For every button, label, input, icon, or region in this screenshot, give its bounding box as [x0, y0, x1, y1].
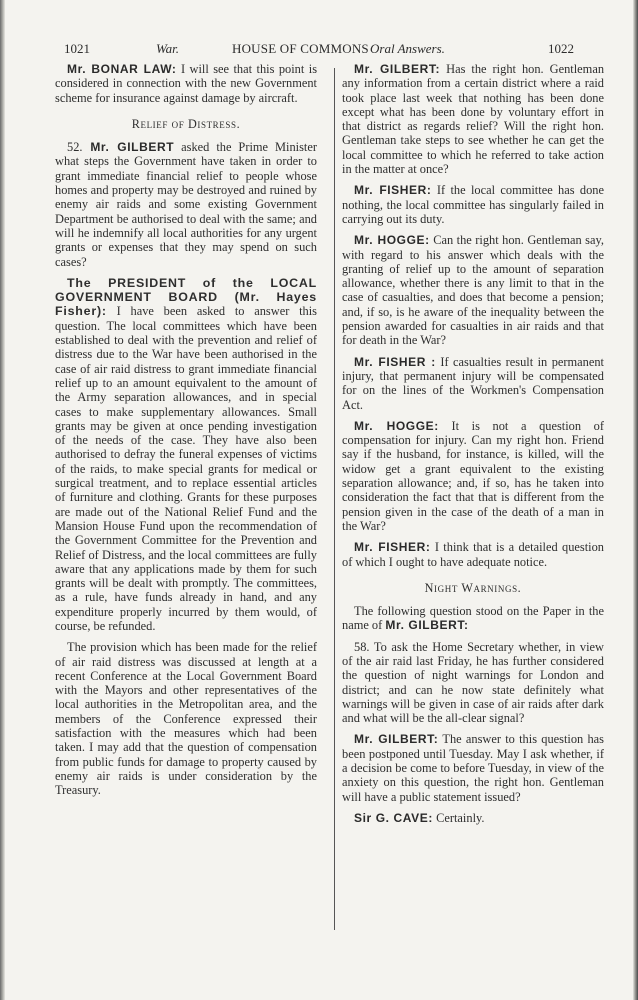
- speech-text: The answer to this question has been postponed until Tuesday. May I ask whether, if a decision be come to before Tuesday, in view of the anxiety on this question, the right hon. Gentleman will have a public statement issued?: [342, 732, 605, 804]
- right-page-number: 1022: [548, 41, 574, 56]
- paragraph-bonar-law: [55, 62, 317, 105]
- speech-text: The provision which has been made for the relief of air raid distress was discussed at length at a recent Conference at the Local Government Board with the Mayors and other representatives of the local authorities in the Metropolitan area, and the members of the Conference expressed their satisfaction with the measures which had been taken. I may add that the question of compensation from public funds for damage to property caused by enemy air raids is under consideration by the Treasury.: [55, 640, 317, 798]
- paragraph-question-stood: [342, 604, 604, 633]
- speaker-name: Mr. FISHER :: [354, 354, 436, 369]
- speech-text: Certainly.: [433, 810, 485, 825]
- paragraph-gilbert-1: [342, 62, 604, 176]
- speech-text: It is not a question of compensation for injury. Can my right hon. Friend say if the husband, for instance, is killed, will the widow get a grant equivalent to the existing separation allowance; and, if so, has he taken into consideration the fact that that is different from the pension given in the case of the death of a man in the War?: [342, 418, 605, 533]
- paragraph-question-52: [55, 140, 317, 269]
- speech-text: If casualties result in permanent injury, that permanent injury will be compensated for on the lines of the Workmen's Compensation Act.: [342, 354, 604, 412]
- speech-text: asked the Prime Minister what steps the Government have taken in order to grant immediate financial relief to people whose homes and property may be destroyed and ruined by enemy air raids and some existing Government Department be authorised to deal with the same; and will he indemnify all local authorities for any urgent grants or expenses that they may spend on such cases?: [55, 140, 317, 269]
- speaker-name: Mr. BONAR LAW:: [67, 62, 177, 76]
- left-column: [55, 62, 317, 805]
- section-heading-night-warnings: Night Warnings.: [424, 580, 522, 595]
- paragraph-president-lgb-answer: [55, 276, 317, 633]
- section-heading-relief-of-distress: Relief of Distress.: [131, 116, 241, 131]
- page-binding-edge-right: [633, 0, 638, 1000]
- paragraph-question-58: [342, 640, 604, 726]
- speaker-name: Mr. FISHER:: [354, 540, 431, 555]
- speaker-title-mid: of the: [186, 275, 271, 290]
- speech-text: Has the right hon. Gentleman any information from a certain district where a raid took place last week that nothing has been done except what has been done by voluntary effort in that district as regards relief? Will the right hon. Gentleman take steps to see whether he can get the local committee to which he referred to take action in the matter at once?: [342, 62, 605, 177]
- speaker-name: Mr. GILBERT:: [354, 732, 439, 747]
- paragraph-cave: [342, 811, 604, 825]
- speaker-name: Mr. HOGGE:: [354, 418, 439, 433]
- speaker-name: Mr. GILBERT:: [354, 62, 441, 76]
- paragraph-hogge-2: [342, 419, 604, 533]
- paragraph-fisher-1: [342, 183, 604, 226]
- speech-text: I will see that this point is considered in connection with the new Government scheme for insurance against damage by aircraft.: [55, 62, 318, 105]
- right-column: [342, 62, 604, 832]
- speech-text: Can the right hon. Gentleman say, with regard to his answer which deals with the granting of relief up to the amount of separation allowance, whether there is any limit to that in the case of casualties, and does that become a pension; and, if so, is he aware of the inequality between the pension awarded for casualties in air raids and that for death in the War?: [342, 233, 604, 348]
- speaker-name: Mr. GILBERT:: [385, 618, 469, 633]
- speech-text: 58. To ask the Home Secretary whether, in view of the air raid last Friday, he has further considered the question of night warnings for London and district; and can he now state definitely what warnings will be given in case of air raids after dark and what will be the all-clear signal?: [342, 639, 604, 726]
- publication-title: HOUSE OF COMMONS: [232, 41, 369, 56]
- speaker-name: Mr. GILBERT: [82, 140, 175, 155]
- speaker-name: Sir G. CAVE:: [354, 810, 433, 825]
- question-number: 52.: [67, 140, 83, 155]
- left-running-head: War.: [156, 41, 180, 56]
- running-header: [64, 41, 574, 57]
- speaker-name: Mr. FISHER:: [354, 183, 432, 198]
- paragraph-fisher-3: [342, 540, 604, 569]
- left-page-number: 1021: [64, 41, 90, 56]
- speaker-name: Mr. HOGGE:: [354, 233, 430, 248]
- paragraph-provision: [55, 640, 317, 797]
- paragraph-gilbert-2: [342, 732, 604, 803]
- speech-text: The following question stood on the Paper in the name of: [342, 604, 604, 633]
- paragraph-fisher-2: [342, 355, 604, 412]
- speech-text: I think that is a detailed question of which I ought to have adequate notice.: [342, 540, 604, 569]
- right-running-head: Oral Answers.: [370, 41, 445, 56]
- speech-text: I have been asked to answer this question. The local committees which have been established to deal with the prevention and relief of distress due to the War have been authorised in the case of air raid distress to grant immediate financial relief up to an amount equivalent to the amount of the Army separation allowances, and in special cases to make supplementary allowances. Small grants may be given at once pending investigation of the needs of the case. They have also been authorised to defray the funeral expenses of victims of the raids, to make special grants for medical or surgical treatment, and to replace essential articles of furniture and clothing. Grants for these purposes are made out of the National Relief Fund and the Mansion House Fund upon the recommendation of the Government Committee for the Prevention and Relief of Distress, and the local committees are fully aware that any applications made by them for such grants will be dealt with promptly. The committees, as a rule, have funds already in hand, and any expenditure properly incurred by them would, of course, be refunded.: [55, 304, 317, 633]
- speaker-prefix: The: [67, 275, 109, 290]
- speaker-title-a: PRESIDENT: [108, 275, 187, 290]
- page-binding-edge-left: [0, 0, 5, 1000]
- column-divider: [334, 68, 335, 930]
- paragraph-hogge-1: [342, 233, 604, 347]
- speech-text: If the local committee has done nothing, the local committee has singularly failed in carrying out its duty.: [342, 183, 604, 226]
- speaker-title-b: LOCAL GOVERNMENT BOARD (Mr. Hayes Fisher):: [55, 275, 318, 319]
